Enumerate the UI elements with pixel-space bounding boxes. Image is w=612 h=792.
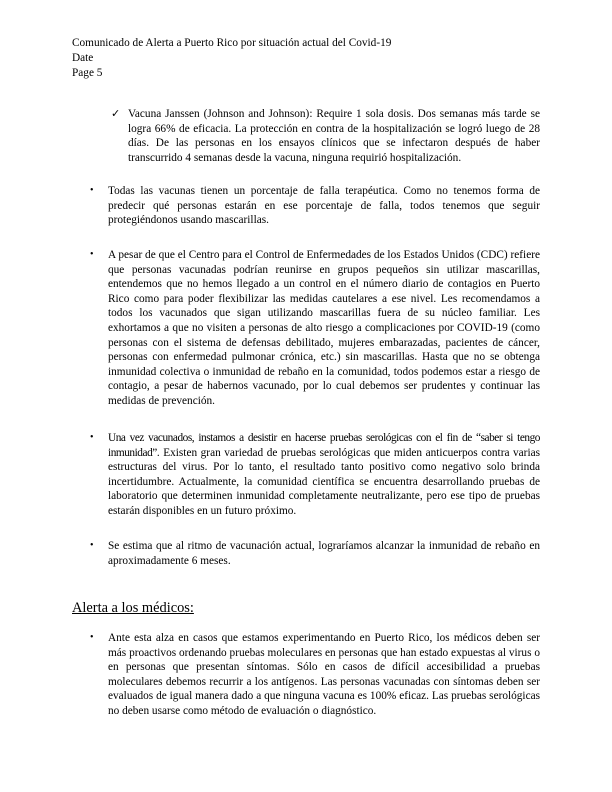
bullet-item-cdc-mascarillas xyxy=(90,248,540,409)
paragraph-text: A pesar de que el Centro para el Control de Enfermedades de los Estados Unidos (CDC) refiere que personas vacunadas podrían reunirse en grupos pequeños sin utilizar mascarillas, entendemos que no hemos llegado a un control en el número diario de contagios en Puerto Rico como para poder flexibilizar las medidas cautelares a ese nivel. Les recomendamos a todos los vacunados que sigan utilizando mascarillas fuera de su núcleo familiar. Les exhortamos a que no visiten a personas de alto riesgo a complicaciones por COVID-19 (como personas con el sistema de defensas debilitado, mujeres embarazadas, pacientes de cáncer, personas con enfermedad pulmonar crónica, etc.) sin mascarillas. Hasta que no se obtenga inmunidad colectiva o inmunidad de rebaño en la comunidad, todos podemos estar a riesgo de contagio, a pesar de habernos vacunado, por lo cual debemos ser prudentes y continuar las medidas de prevención. xyxy=(108,249,540,407)
bullet-item-inmunidad-rebano xyxy=(90,539,540,568)
bullet-item-pruebas-serologicas xyxy=(90,431,540,519)
bullet-icon: • xyxy=(90,185,94,196)
page-header xyxy=(72,36,391,81)
bullet-icon: • xyxy=(90,632,94,643)
paragraph-text: Vacuna Janssen (Johnson and Johnson): Require 1 sola dosis. Dos semanas más tarde se logra 66% de eficacia. La protección en contra de la hospitalización se logró luego de 28 días. De las personas en los ensayos clínicos que se infectaron después de haber transcurrido 4 semanas desde la vacuna, ninguna requirió hospitalización. xyxy=(128,108,540,164)
bullet-icon: • xyxy=(90,432,94,443)
bullet-icon: • xyxy=(90,249,94,260)
bullet-item-alerta-medicos xyxy=(90,631,540,719)
paragraph-text: . Existen gran variedad de pruebas serológicas que miden anticuerpos contra varias estructuras del virus. Por lo tanto, el resultado tanto positivo como negativo solo brinda incertidumbre. Actualmente, la comunidad científica se encuentra desarrollando pruebas de laboratorio que determinen inmunidad completamente neutralizante, pero ese tipo de pruebas estarán disponibles en un futuro próximo. xyxy=(108,446,540,517)
page-number: Page 5 xyxy=(72,67,103,79)
bullet-icon: • xyxy=(90,540,94,551)
document-title: Comunicado de Alerta a Puerto Rico por situación actual del Covid-19 xyxy=(72,37,392,49)
paragraph-text: Todas las vacunas tienen un porcentaje de falla terapéutica. Como no tenemos forma de predecir qué personas estarán en ese porcentaje de falla, todos tenemos que seguir protegiéndonos usando mascarillas. xyxy=(108,185,540,227)
check-list-item-janssen xyxy=(111,107,540,165)
emphasized-text: Una vez vacunados, instamos a desistir en hacerse pruebas serológicas con el fin de “saber si tengo inmunidad” xyxy=(108,432,540,459)
paragraph-text: Ante esta alza en casos que estamos experimentando en Puerto Rico, los médicos deben ser más proactivos ordenando pruebas moleculares en personas que han estado expuestas al virus o en personas que presentan síntomas. Sólo en casos de difícil accesibilidad a pruebas moleculares debemos recurrir a los antígenos. Las personas vacunadas con síntomas deben ser evaluados de igual manera dado a que ninguna vacuna es 100% eficaz. Las pruebas serológicas no deben usarse como método de evaluación o diagnóstico. xyxy=(108,632,540,717)
section-heading: Alerta a los médicos: xyxy=(72,600,194,616)
document-date: Date xyxy=(72,52,94,64)
bullet-item-falla-terapeutica xyxy=(90,184,540,228)
paragraph-text: Se estima que al ritmo de vacunación actual, lograríamos alcanzar la inmunidad de rebaño en aproximadamente 6 meses. xyxy=(108,540,540,567)
checkmark-icon: ✓ xyxy=(111,108,121,120)
